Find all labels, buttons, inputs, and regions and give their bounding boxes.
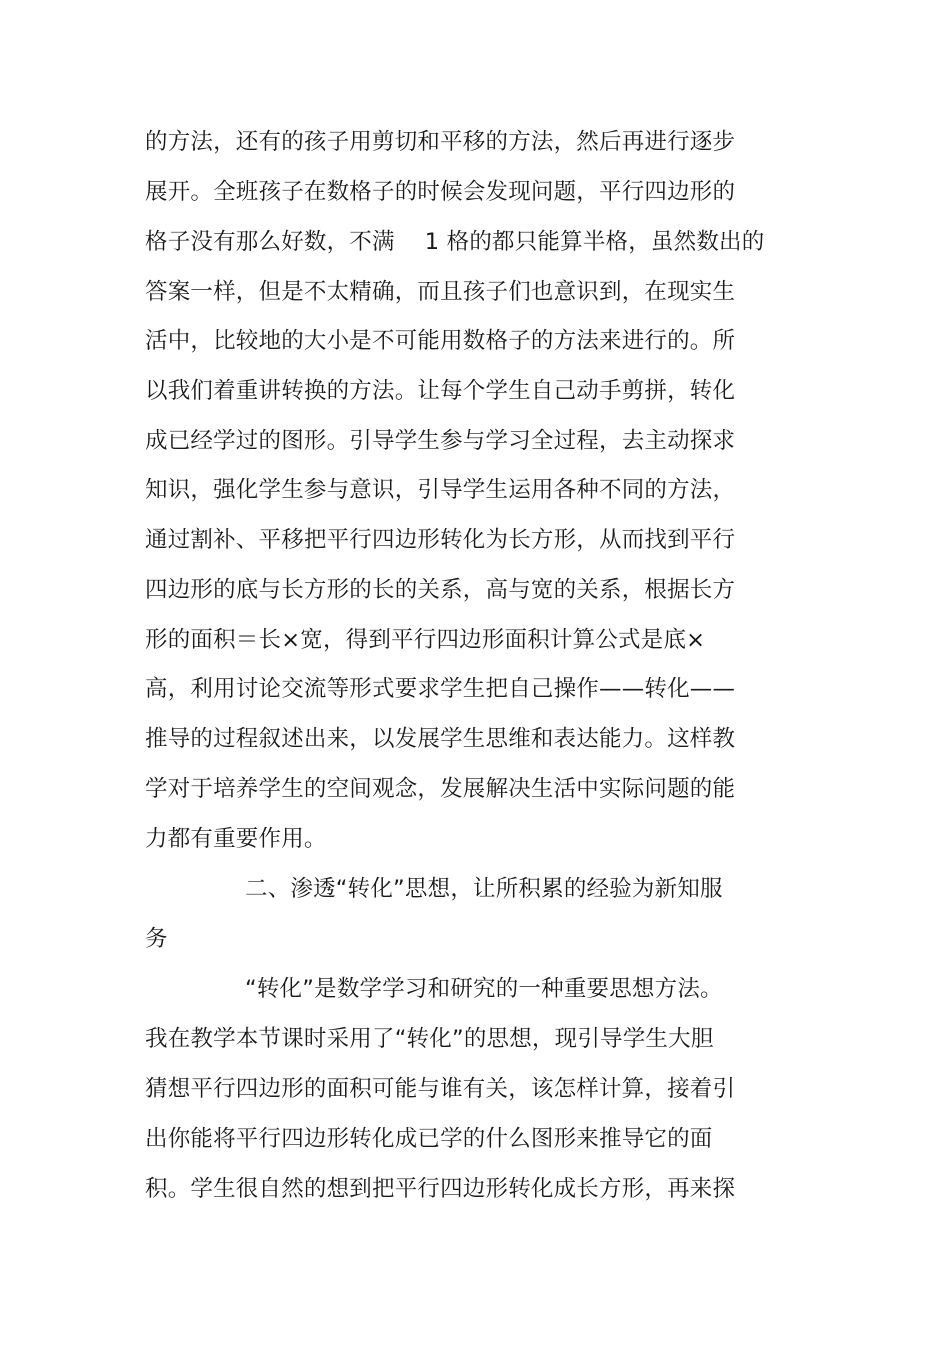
text-line: 力都有重要作用。 (145, 826, 327, 852)
text-line: 积。学生很自然的想到把平行四边形转化成长方形，再来探 (145, 1176, 736, 1202)
text-line: 的方法，还有的孩子用剪切和平移的方法，然后再进行逐步 (145, 129, 736, 155)
text-line: 四边形的底与长方形的长的关系，高与宽的关系，根据长方 (145, 577, 736, 603)
text-line: 我在教学本节课时采用了“转化”的思想，现引导学生大胆 (145, 1026, 714, 1052)
text-line: 答案一样，但是不太精确，而且孩子们也意识到，在现实生 (145, 279, 736, 305)
text-line: 高，利用讨论交流等形式要求学生把自己操作——转化—— (145, 676, 736, 702)
text-line: 成已经学过的图形。引导学生参与学习全过程，去主动探求 (145, 428, 736, 454)
text-line: 活中，比较地的大小是不可能用数格子的方法来进行的。所 (145, 328, 736, 354)
text-line: 知识，强化学生参与意识，引导学生运用各种不同的方法， (145, 477, 736, 503)
text-line: 猜想平行四边形的面积可能与谁有关，该怎样计算，接着引 (145, 1076, 736, 1102)
text-line: 学对于培养学生的空间观念，发展解决生活中实际问题的能 (145, 776, 736, 802)
section-heading-continuation: 务 (145, 926, 168, 952)
text-line: 格子没有那么好数，不满 1 格的都只能算半格，虽然数出的 (145, 229, 765, 255)
text-line: 出你能将平行四边形转化成已学的什么图形来推导它的面 (145, 1126, 713, 1152)
text-line: 通过割补、平移把平行四边形转化为长方形，从而找到平行 (145, 527, 736, 553)
section-heading: 二、渗透“转化”思想，让所积累的经验为新知服 (245, 876, 723, 902)
text-line: 展开。全班孩子在数格子的时候会发现问题，平行四边形的 (145, 179, 736, 205)
text-line: 以我们着重讲转换的方法。让每个学生自己动手剪拼，转化 (145, 378, 736, 404)
text-line: 形的面积＝长×宽，得到平行四边形面积计算公式是底× (145, 627, 706, 653)
text-line: 推导的过程叙述出来，以发展学生思维和表达能力。这样教 (145, 726, 736, 752)
paragraph-first-line: “转化”是数学学习和研究的一种重要思想方法。 (245, 976, 723, 1002)
